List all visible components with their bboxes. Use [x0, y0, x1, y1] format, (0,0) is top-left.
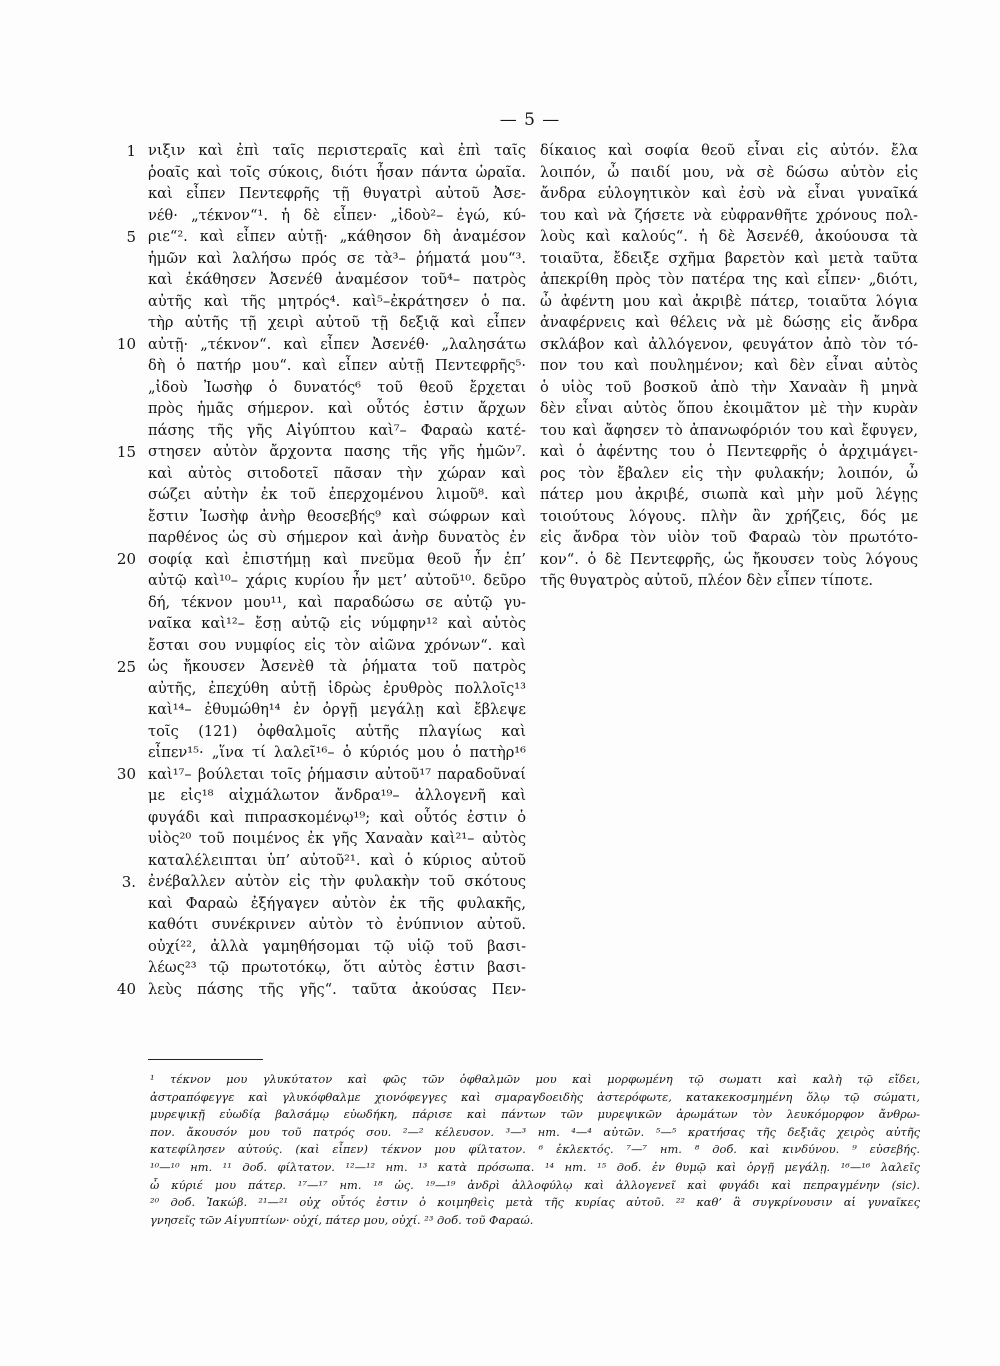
- text-line: ἔστιν Ἰωσὴφ ἀνὴρ θεοσεβής⁹ καὶ σώφρων καὶ: [148, 507, 526, 525]
- text-line: „ἰδοὺ Ἰωσὴφ ὁ δυνατός⁶ τοῦ θεοῦ ἔρχεται: [148, 378, 526, 396]
- text-line: τὴρ αὐτῆς τῇ χειρὶ αὐτοῦ τῇ δεξιᾷ καὶ εἶπεν: [148, 314, 526, 331]
- text-line: τῆς θυγατρὸς αὐτοῦ, πλέον δὲν εἶπεν τίποτε.: [540, 572, 874, 589]
- text-line: καὶ εἶπεν Πεντεφρῆς τῇ θυγατρὶ αὐτοῦ Ἀσε-: [148, 185, 526, 202]
- footnote-line: ²⁰ доб. Ἰακώβ. ²¹—²¹ οὐχ οὗτός ἐστιν ὁ κοιμηθεὶς μετὰ τῆς κυρίας αὐτοῦ. ²² καθ’ ἃ συγκρίνουσιν αἱ γυναῖκες: [150, 1195, 920, 1210]
- text-line: σκλάβον καὶ ἀλλόγενον, φευγάτον ἀπὸ τὸν τό-: [540, 335, 918, 353]
- text-line: πάτερ μου ἀκριβέ, σιωπὰ καὶ μὴν μοῦ λέγῃς: [540, 486, 918, 503]
- line-number: 3.: [121, 873, 136, 891]
- text-line: δὴ ὁ πατήρ μου“. καὶ εἶπεν αὐτῇ Πεντεφρῆς⁵·: [148, 357, 526, 374]
- text-line: πρὸς ἡμᾶς σήμερον. καὶ οὗτός ἐστιν ἄρχων: [148, 400, 526, 417]
- text-line: λεὺς πάσης τῆς γῆς“. ταῦτα ἀκούσας Πεν-: [148, 980, 526, 998]
- text-line: αὐτῇ· „τέκνον“. καὶ εἶπεν Ἀσενέθ· „λαλησάτω: [148, 335, 526, 353]
- text-line: εἰς ἄνδρα τὸν υἱὸν τοῦ Φαραὼ τὸν πρωτότο-: [540, 529, 918, 546]
- footnote-line: πον. ἄκουσόν μου τοῦ πατρός σου. ²—² κέλευσον. ³—³ нт. ⁴—⁴ αὐτῶν. ⁵—⁵ κρατήσας τῆς δεξιᾶς χειρὸς αὐτῆς: [150, 1124, 920, 1139]
- text-line: ἔσται σου νυμφίος εἰς τὸν αἰῶνα χρόνων“. καὶ: [148, 636, 526, 654]
- text-line: ἀναφέρνεις καὶ θέλεις νὰ μὲ δώσῃς εἰς ἄνδρα: [540, 314, 918, 331]
- text-line: αὐτῷ καὶ¹⁰– χάρις κυρίου ἦν μετ’ αὐτοῦ¹⁰. δεῦρο: [148, 572, 526, 589]
- text-line: καὶ Φαραὼ ἐξήγαγεν αὐτὸν ἐκ τῆς φυλακῆς,: [148, 894, 526, 912]
- text-line: πάσης τῆς γῆς Αἰγύπτου καὶ⁷– Φαραὼ κατέ-: [148, 421, 526, 439]
- text-line: δὲν εἶναι αὐτὸς ὅπου ἐκοιμᾶτον μὲ τὴν κυρὰν: [540, 400, 918, 417]
- text-line: καὶ¹⁷– βούλεται τοῖς ῥήμασιν αὐτοῦ¹⁷ παραδοῦναί: [148, 765, 526, 783]
- text-line: δίκαιος καὶ σοφία θεοῦ εἶναι εἰς αὐτόν. ἔλα: [540, 142, 918, 159]
- text-line: στησεν αὐτὸν ἄρχοντα πασης τῆς γῆς ἡμῶν⁷.: [148, 443, 526, 460]
- text-line: παρθένος ὡς σὺ σήμερον καὶ ἀνὴρ δυνατὸς ἐν: [148, 529, 526, 546]
- text-line: ναῖκα καὶ¹²– ἔσῃ αὐτῷ εἰς νύμφην¹² καὶ αὐτὸς: [148, 615, 526, 632]
- text-line: ριε“². καὶ εἶπεν αὐτῇ· „κάθησον δὴ ἀναμέσον: [148, 228, 526, 245]
- text-line: οὐχί²², ἀλλὰ γαμηθήσομαι τῷ υἱῷ τοῦ βασι-: [148, 937, 526, 955]
- text-line: υἱὸς²⁰ τοῦ ποιμένος ἐκ γῆς Χαναὰν καὶ²¹– αὐτὸς: [148, 830, 526, 847]
- footnote-line: γνησεῖς τῶν Αἰγυπτίων· οὐχί, πάτερ μου, οὐχί. ²³ доб. τοῦ Φαραώ.: [150, 1212, 534, 1227]
- footnotes: [150, 1071, 920, 1229]
- text-line: ἄνδρα εὐλογητικὸν καὶ ἐσὺ νὰ εἶναι γυναῖκά: [540, 185, 918, 202]
- text-line: καθότι συνέκρινεν αὐτὸν τὸ ἐνύπνιον αὐτοῦ.: [148, 916, 526, 933]
- text-line: λοὺς καὶ καλούς“. ἡ δὲ Ἀσενέθ, ἀκούουσα τὰ: [540, 228, 918, 245]
- text-line: καὶ αὐτὸς σιτοδοτεῖ πᾶσαν τὴν χώραν καὶ: [148, 464, 526, 482]
- footnote-line: ¹ τέκνον μου γλυκύτατον καὶ φῶς τῶν ὀφθαλμῶν μου καὶ μορφωμένη τῷ σωματι καὶ καλὴ τῷ εἴδει,: [150, 1072, 920, 1086]
- text-line: τοιούτους λόγους. πλὴν ἂν χρήζεις, δός με: [540, 507, 918, 525]
- text-line: καταλέλειπται ὑπ’ αὐτοῦ²¹. καὶ ὁ κύριος αὐτοῦ: [148, 851, 526, 869]
- text-line: ἡμῶν καὶ λαλήσω πρός σε τὰ³– ῥήματά μου“³.: [148, 249, 526, 267]
- text-line: δή, τέκνον μου¹¹, καὶ παραδώσω σε αὐτῷ γυ-: [148, 593, 526, 611]
- text-line: του καὶ ἄφησεν τὸ ἀπανωφόριόν του καὶ ἔφυγεν,: [540, 421, 918, 439]
- footnote-line: μυρεψικῇ εὐωδίᾳ βαλσάμῳ εὐωδήκη, πάρισε καὶ πάντων τῶν μυρεψικῶν ἀρωμάτων τὸν λευκόμορφον ἄνθρω-: [150, 1107, 920, 1122]
- line-number: 30: [116, 765, 136, 783]
- line-number: 1: [126, 142, 136, 160]
- text-line: με εἰς¹⁸ αἰχμάλωτον ἄνδρα¹⁹– ἀλλογενῆ καὶ: [148, 787, 526, 804]
- left-column-greek-text: [148, 140, 526, 1000]
- text-line: ἀπεκρίθη πρὸς τὸν πατέρα της καὶ εἶπεν· „διότι,: [540, 271, 918, 288]
- line-number: 40: [116, 980, 136, 998]
- text-line: κον“. ὁ δὲ Πεντεφρῆς, ὡς ἤκουσεν τοὺς λόγους: [540, 550, 918, 568]
- text-line: λέως²³ τῷ πρωτοτόκῳ, ὅτι αὐτὸς ἐστιν βασι-: [148, 959, 526, 976]
- footnote-line: ὦ κύριέ μου πάτερ. ¹⁷—¹⁷ нт. ¹⁸ ὡς. ¹⁹—¹⁹ ἀνδρὶ ἀλλοφύλῳ καὶ ἀλλογενεῖ καὶ φυγάδι καὶ πεπραγμένην (sic).: [150, 1177, 920, 1192]
- text-line: εἶπεν¹⁵· „ἵνα τί λαλεῖ¹⁶– ὁ κύριός μου ὁ πατὴρ¹⁶: [148, 744, 526, 761]
- text-line: ῥοαῖς καὶ τοῖς σύκοις, διότι ἦσαν πάντα ὡραῖα.: [148, 163, 526, 181]
- text-line: καὶ ὁ ἀφέντης του ὁ Πεντεφρῆς ὁ ἀρχιμάγει-: [540, 443, 918, 460]
- text-line: πον του καὶ πουλημένον; καὶ δὲν εἶναι αὐτὸς: [540, 357, 918, 374]
- text-line: νέθ· „τέκνον“¹. ἡ δὲ εἶπεν· „ἰδοὺ²– ἐγώ, κύ-: [148, 206, 526, 224]
- page-number: — 5 —: [499, 110, 561, 130]
- line-number: 25: [116, 658, 136, 676]
- footnote-line: ¹⁰—¹⁰ нт. ¹¹ доб. φίλτατον. ¹²—¹² нт. ¹³ κατὰ πρόσωπα. ¹⁴ нт. ¹⁵ доб. ἐν θυμῷ καὶ ὀργῇ μεγάλῃ. ¹⁶—¹⁶ λαλεῖς: [150, 1159, 920, 1174]
- text-line: καὶ ἐκάθησεν Ἀσενέθ ἀναμέσον τοῦ⁴– πατρὸς: [148, 271, 526, 288]
- line-number: 5: [126, 228, 136, 246]
- text-line: τοῖς (121) ὀφθαλμοῖς αὐτῆς πλαγίως καὶ: [148, 722, 526, 740]
- text-line: τοιαῦτα, ἔδειξε σχῆμα βαρετὸν καὶ μετὰ ταῦτα: [540, 249, 918, 267]
- text-line: καὶ¹⁴– ἐθυμώθη¹⁴ ἐν ὀργῇ μεγάλῃ καὶ ἔβλεψε: [148, 701, 526, 718]
- text-line: ὦ ἀφέντη μου καὶ ἀκριβὲ πάτερ, τοιαῦτα λόγια: [540, 292, 918, 310]
- footnote-divider: [148, 1059, 263, 1060]
- text-line: ρος τὸν ἔβαλεν εἰς τὴν φυλακήν; λοιπόν, ὦ: [540, 464, 918, 482]
- footnote-line: ἀστραπόφεγγε καὶ γλυκόφθαλμε χιονόφεγγες καὶ σμαραγδοειδὴς ἀστερόφωτε, κατακεκοσμημένη ὅλῳ τῷ σώματι,: [150, 1089, 920, 1104]
- line-number: 15: [116, 443, 136, 461]
- footnote-line: κατεφίλησεν αὐτούς. (καὶ εἶπεν) τέκνον μου φίλτατον. ⁶ ἐκλεκτός. ⁷—⁷ нт. ⁸ доб. καὶ κινδύνου. ⁹ εὐσεβής.: [150, 1142, 920, 1157]
- text-line: αὐτῆς, ἐπεχύθη αὐτῇ ἱδρὼς ἐρυθρὸς πολλοῖς¹³: [148, 679, 526, 697]
- text-line: ὁ υἱὸς τοῦ βοσκοῦ ἀπὸ τὴν Χαναὰν ἢ μηνὰ: [540, 378, 918, 396]
- text-line: σοφίᾳ καὶ ἐπιστήμῃ καὶ πνεῦμα θεοῦ ἦν ἐπ’: [148, 550, 526, 568]
- text-line: ὡς ἤκουσεν Ἀσενὲθ τὰ ῥήματα τοῦ πατρὸς: [148, 658, 526, 675]
- text-line: σώζει αὐτὴν ἐκ τοῦ ἐπερχομένου λιμοῦ⁸. καὶ: [148, 486, 526, 503]
- text-line: νιξιν καὶ ἐπὶ ταῖς περιστεραῖς καὶ ἐπὶ ταῖς: [148, 142, 526, 159]
- line-number: 10: [116, 335, 136, 353]
- text-line: του καὶ νὰ ζήσετε νὰ εὐφρανθῆτε χρόνους πολ-: [540, 206, 918, 224]
- text-line: ἐνέβαλλεν αὐτὸν εἰς τὴν φυλακὴν τοῦ σκότους: [148, 873, 526, 890]
- text-line: φυγάδι καὶ πιπρασκομένῳ¹⁹; καὶ οὗτός ἐστιν ὁ: [148, 808, 526, 826]
- text-line: αὐτῆς καὶ τῆς μητρός⁴. καὶ⁵–ἐκράτησεν ὁ πα.: [148, 292, 526, 310]
- text-line: λοιπόν, ὦ παιδί μου, νὰ σὲ δώσω αὐτὸν εἰς: [540, 163, 918, 181]
- right-column-greek-text: [540, 140, 918, 592]
- line-number: 20: [116, 550, 136, 568]
